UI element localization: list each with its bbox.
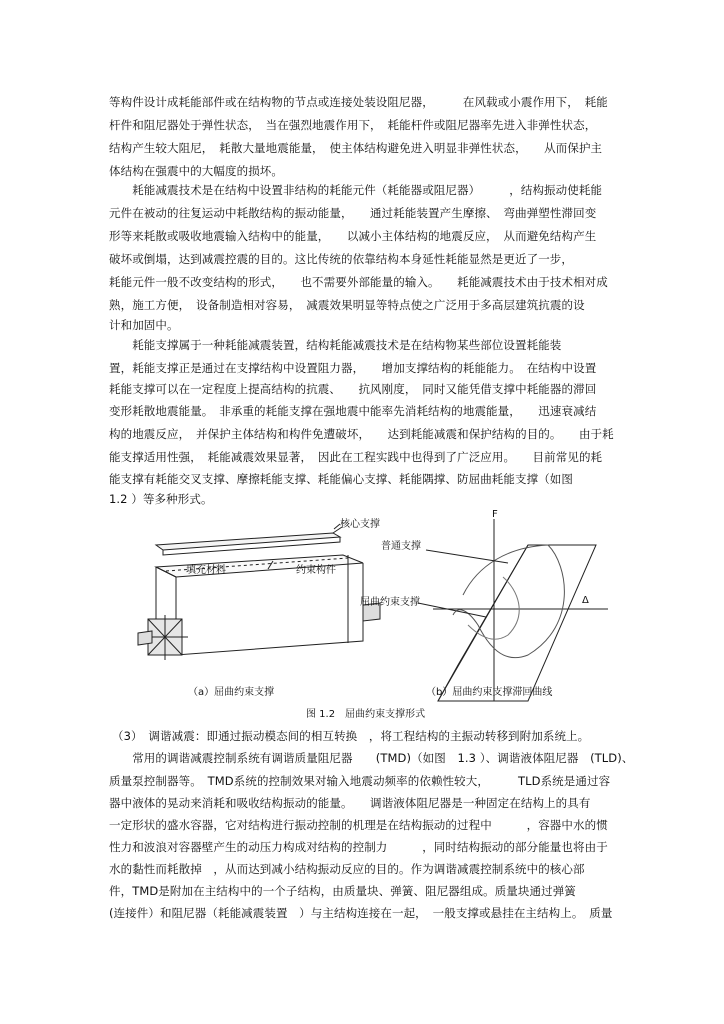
text-line: 计和加固中。 (109, 318, 179, 332)
text-line: 体结构在强震中的大幅度的损坏。 (109, 164, 283, 178)
text-line: 水的黏性而耗散掉 ，从而达到减小结构振动反应的目的。作为调谐减震控制系统中的核心部 (109, 862, 585, 876)
text-line: 性力和波浪对容器壁产生的动压力构成对结构的控制力 ，同时结构振动的部分能量也将由于 (109, 840, 608, 854)
text-line: 耗能支撑可以在一定程度上提高结构的抗震、 抗风刚度， 同时又能凭借支撑中耗能器的滞回 (109, 382, 597, 396)
text-line: 置，耗能支撑正是通过在支撑结构中设置阻力器， 增加支撑结构的耗能能力。 在结构中设置 (109, 361, 597, 375)
axis-f-label: F (492, 509, 498, 520)
axis-delta-label: Δ (582, 595, 589, 606)
text-line: 元件在被动的往复运动中耗散结构的振动能量， 通过耗能装置产生摩擦、 弯曲弹塑性滞回变 (109, 206, 597, 220)
text-line: 耗能元件一般不改变结构的形式， 也不需要外部能量的输入。 耗能减震技术由于技术相对成 (109, 275, 608, 289)
text-line: 能支撑适用性强， 耗能减震效果显著， 因此在工程实践中也得到了广泛应用。 目前常见的耗 (109, 450, 603, 464)
caption-b: （b）屈曲约束支撑滞回曲线 (426, 687, 553, 698)
text-line: 质量泵控制器等。 TMD系统的控制效果对输入地震动频率的依赖性较大， TLD系统是通过容 (109, 774, 611, 788)
text-line: 常用的调谐减震控制系统有调谐质量阻尼器 (TMD)（如图 1.3 ）、调谐液体阻尼器 (TLD)、 (109, 751, 634, 765)
text-line: 结构产生较大阻尼， 耗散大量地震能量， 使主体结构避免进入明显非弹性状态， 从而保护主 (109, 141, 603, 155)
text-line: 一定形状的盛水容器，它对结构进行振动控制的机理是在结构振动的过程中 ，容器中水的惯 (109, 818, 608, 832)
text-line: 能支撑有耗能交叉支撑、摩擦耗能支撑、耗能偏心支撑、耗能隅撑、防屈曲耗能支撑（如图 (109, 472, 573, 486)
figure-1-2 (108, 505, 618, 720)
normal-brace-label: 普通支撑 (381, 541, 421, 552)
text-line: 破坏或倒塌，达到减震控震的目的。这比传统的依靠结构本身延性耗能显然是更近了一步， (109, 252, 573, 266)
text-line: 杆件和阻尼器处于弹性状态， 当在强烈地震作用下， 耗能杆件或阻尼器率先进入非弹性状态， (109, 118, 597, 132)
caption-a: （a）屈曲约束支撑 (188, 687, 275, 698)
brace-illustration (138, 524, 380, 660)
text-line: 熟，施工方便， 设备制造相对容易， 减震效果明显等特点使之广泛用于多高层建筑抗震的设 (109, 298, 585, 312)
text-line: 件，TMD是附加在主结构中的一个子结构，由质量块、弹簧、阻尼器组成。质量块通过弹簧 (109, 884, 576, 898)
text-line: 构的地震反应， 并保护主体结构和构件免遭破坏， 达到耗能减震和保护结构的目的。 由于耗 (109, 427, 614, 441)
brb-curve-label: 屈曲约束支撑 (360, 597, 420, 608)
restraint-label: 约束构件 (296, 565, 336, 576)
hysteresis-plot (418, 519, 608, 701)
core-brace-label: 核心支撑 (340, 519, 380, 530)
text-line: 1.2 ）等多种形式。 (109, 492, 213, 506)
text-line: 器中液体的晃动来消耗和吸收结构振动的能量。 调谐液体阻尼器是一种固定在结构上的具有 (109, 796, 591, 810)
text-line: 变形耗散地震能量。 非承重的耗能支撑在强地震中能率先消耗结构的地震能量， 迅速衰减结 (109, 404, 597, 418)
text-line: 耗能支撑属于一种耗能减震装置，结构耗能减震技术是在结构物某些部位设置耗能装 (109, 338, 562, 352)
text-line: 等构件设计成耗能部件或在结构物的节点或连接处装设阻尼器， 在风载或小震作用下， 耗能 (109, 95, 608, 109)
text-line: (连接件）和阻尼器（耗能减震装置 ）与主结构连接在一起， 一般支撑或悬挂在主结构上。 质量 (109, 906, 613, 920)
text-line: 形等来耗散或吸收地震输入结构中的能量， 以减小主体结构的地震反应， 从而避免结构产生 (109, 229, 597, 243)
figure-caption: 图 1.2 屈曲约束支撑形式 (306, 709, 426, 720)
filler-label: 填充材料 (186, 565, 226, 576)
text-line: 耗能减震技术是在结构中设置非结构的耗能元件（耗能器或阻尼器） ，结构振动使耗能 (109, 183, 603, 197)
text-line: （3） 调谐减震：即通过振动模态间的相互转换 ，将工程结构的主振动转移到附加系统上。 (112, 729, 590, 743)
